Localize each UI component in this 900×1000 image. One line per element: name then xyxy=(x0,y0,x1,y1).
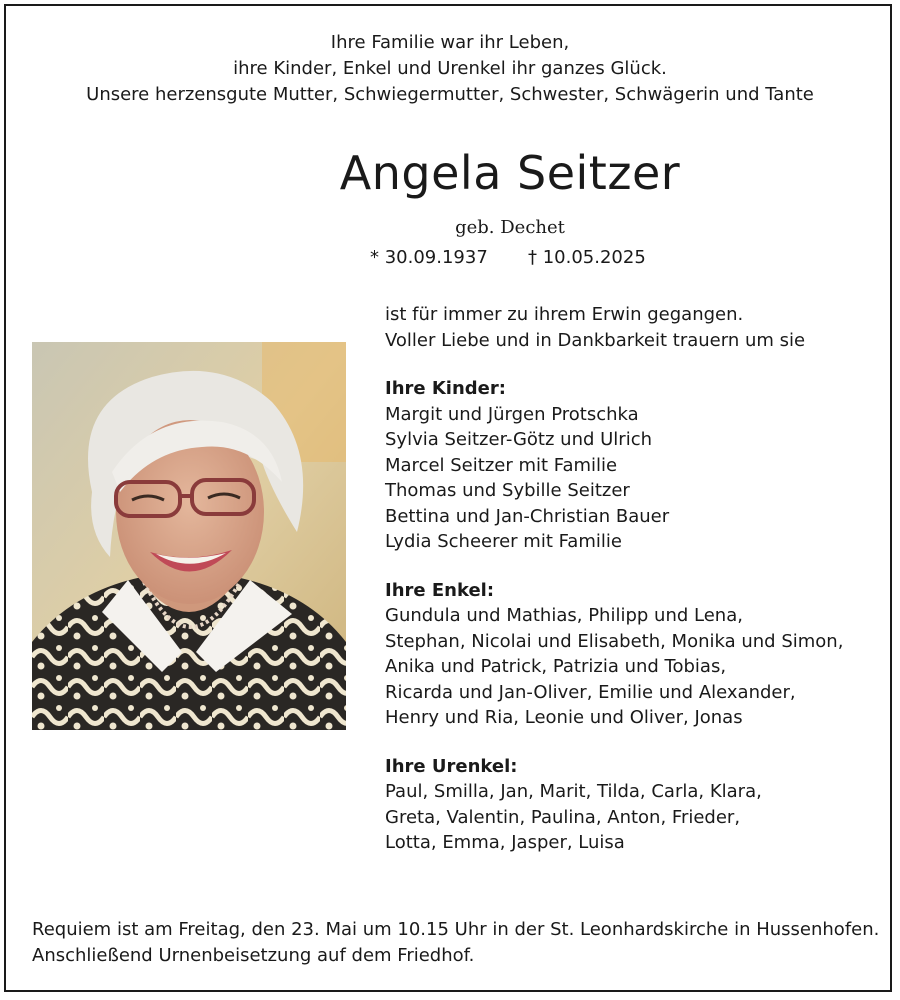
grandchildren-line: Stephan, Nicolai und Elisabeth, Monika und Simon, xyxy=(385,630,844,652)
grandchildren-heading: Ihre Enkel: xyxy=(385,579,495,601)
service-info xyxy=(32,917,882,969)
intro-line: ihre Kinder, Enkel und Urenkel ihr ganzes Glück. xyxy=(233,58,667,79)
children-line: Lydia Scheerer mit Familie xyxy=(385,531,622,552)
portrait-illustration xyxy=(32,342,346,730)
grandchildren-line: Gundula und Mathias, Philipp und Lena, xyxy=(385,605,743,626)
children-heading: Ihre Kinder: xyxy=(385,378,506,399)
children-line: Thomas und Sybille Seitzer xyxy=(385,480,630,501)
grandchildren-line: Henry und Ria, Leonie und Oliver, Jonas xyxy=(385,707,743,728)
message-line: Voller Liebe und in Dankbarkeit trauern um sie xyxy=(385,329,806,351)
message-line: ist für immer zu ihrem Erwin gegangen. xyxy=(385,304,744,325)
great-grandchildren-heading: Ihre Urenkel: xyxy=(385,755,518,777)
portrait-photo xyxy=(32,342,346,730)
children-line: Sylvia Seitzer-Götz und Ulrich xyxy=(385,429,653,450)
intro-line: Ihre Familie war ihr Leben, xyxy=(330,32,570,53)
intro-line: Unsere herzensgute Mutter, Schwiegermutter, Schwester, Schwägerin und Tante xyxy=(86,84,814,105)
grandchildren-line: Ricarda und Jan-Oliver, Emilie und Alexander, xyxy=(385,681,796,703)
service-line: Requiem ist am Freitag, den 23. Mai um 10.15 Uhr in der St. Leonhardskirche in Hussenhofen. xyxy=(32,919,880,940)
great-grandchildren-line: Lotta, Emma, Jasper, Luisa xyxy=(385,832,625,853)
great-grandchildren-line: Greta, Valentin, Paulina, Anton, Frieder, xyxy=(385,806,741,828)
children-block xyxy=(385,376,885,555)
service-line: Anschließend Urnenbeisetzung auf dem Friedhof. xyxy=(32,945,475,966)
children-line: Margit und Jürgen Protschka xyxy=(385,403,639,425)
birth-date: * 30.09.1937 xyxy=(370,247,488,268)
birth-name: geb. Dechet xyxy=(455,217,565,238)
message-block xyxy=(385,302,885,353)
grandchildren-block xyxy=(385,578,885,731)
children-line: Marcel Seitzer mit Familie xyxy=(385,454,618,476)
deceased-name: Angela Seitzer xyxy=(339,146,681,200)
great-grandchildren-block xyxy=(385,754,885,856)
death-date: † 10.05.2025 xyxy=(528,247,646,268)
grandchildren-line: Anika und Patrick, Patrizia und Tobias, xyxy=(385,656,727,677)
intro-text xyxy=(0,30,900,108)
mourners-column xyxy=(385,302,885,879)
great-grandchildren-line: Paul, Smilla, Jan, Marit, Tilda, Carla, Klara, xyxy=(385,781,762,802)
children-line: Bettina und Jan-Christian Bauer xyxy=(385,505,670,527)
